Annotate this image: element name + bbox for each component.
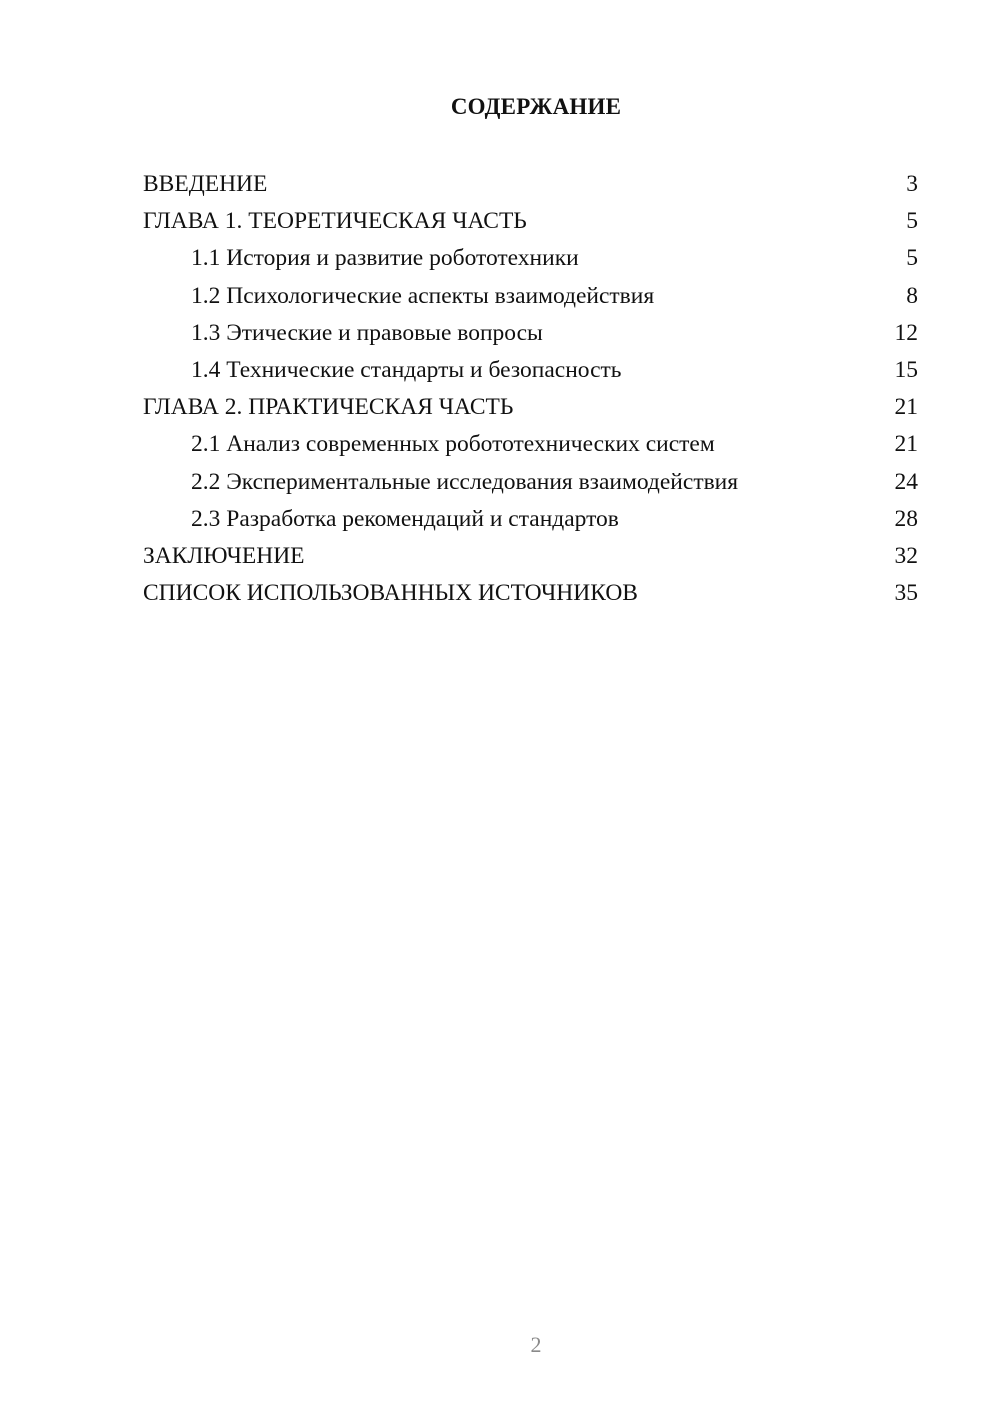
- toc-entry-label: 2.3 Разработка рекомендаций и стандартов: [191, 505, 619, 532]
- toc-entry-page: 5: [906, 245, 918, 272]
- toc-entry-label: 1.2 Психологические аспекты взаимодействия: [191, 282, 655, 309]
- toc-list: [143, 166, 918, 612]
- toc-entry-section-1-2: [143, 278, 918, 315]
- toc-title: СОДЕРЖАНИЕ: [450, 94, 622, 119]
- toc-entry-label: ВВЕДЕНИЕ: [143, 171, 268, 197]
- toc-entry-section-1-1: [143, 240, 918, 277]
- toc-entry-references: [143, 575, 918, 612]
- page-number: 2: [530, 1332, 542, 1357]
- toc-entry-section-2-3: [143, 501, 918, 538]
- toc-entry-page: 5: [906, 208, 918, 235]
- toc-entry-chapter-2: [143, 389, 918, 426]
- toc-entry-page: 35: [894, 580, 918, 607]
- toc-entry-page: 21: [894, 394, 918, 421]
- toc-entry-page: 28: [894, 505, 918, 532]
- toc-entry-label: СПИСОК ИСПОЛЬЗОВАННЫХ ИСТОЧНИКОВ: [143, 580, 638, 607]
- toc-entry-page: 8: [906, 282, 918, 309]
- toc-entry-introduction: [143, 166, 918, 203]
- toc-entry-page: 12: [894, 319, 918, 346]
- toc-entry-section-2-1: [143, 426, 918, 463]
- toc-entry-section-2-2: [143, 464, 918, 501]
- toc-entry-page: 32: [894, 542, 918, 569]
- toc-entry-label: ГЛАВА 2. ПРАКТИЧЕСКАЯ ЧАСТЬ: [143, 394, 514, 421]
- toc-entry-label: ГЛАВА 1. ТЕОРЕТИЧЕСКАЯ ЧАСТЬ: [143, 208, 527, 235]
- toc-entry-page: 3: [906, 171, 918, 197]
- toc-entry-page: 21: [894, 431, 918, 458]
- toc-entry-section-1-3: [143, 315, 918, 352]
- toc-entry-label: 1.3 Этические и правовые вопросы: [191, 319, 543, 346]
- toc-entry-label: 1.1 История и развитие робототехники: [191, 245, 579, 272]
- toc-entry-label: 2.2 Экспериментальные исследования взаимодействия: [191, 468, 739, 495]
- toc-entry-label: ЗАКЛЮЧЕНИЕ: [143, 542, 305, 569]
- toc-entry-conclusion: [143, 538, 918, 575]
- toc-entry-section-1-4: [143, 352, 918, 389]
- toc-entry-label: 1.4 Технические стандарты и безопасность: [191, 356, 622, 383]
- toc-entry-chapter-1: [143, 203, 918, 240]
- toc-entry-label: 2.1 Анализ современных робототехнических систем: [191, 431, 715, 458]
- toc-entry-page: 15: [894, 356, 918, 383]
- toc-entry-page: 24: [894, 468, 918, 495]
